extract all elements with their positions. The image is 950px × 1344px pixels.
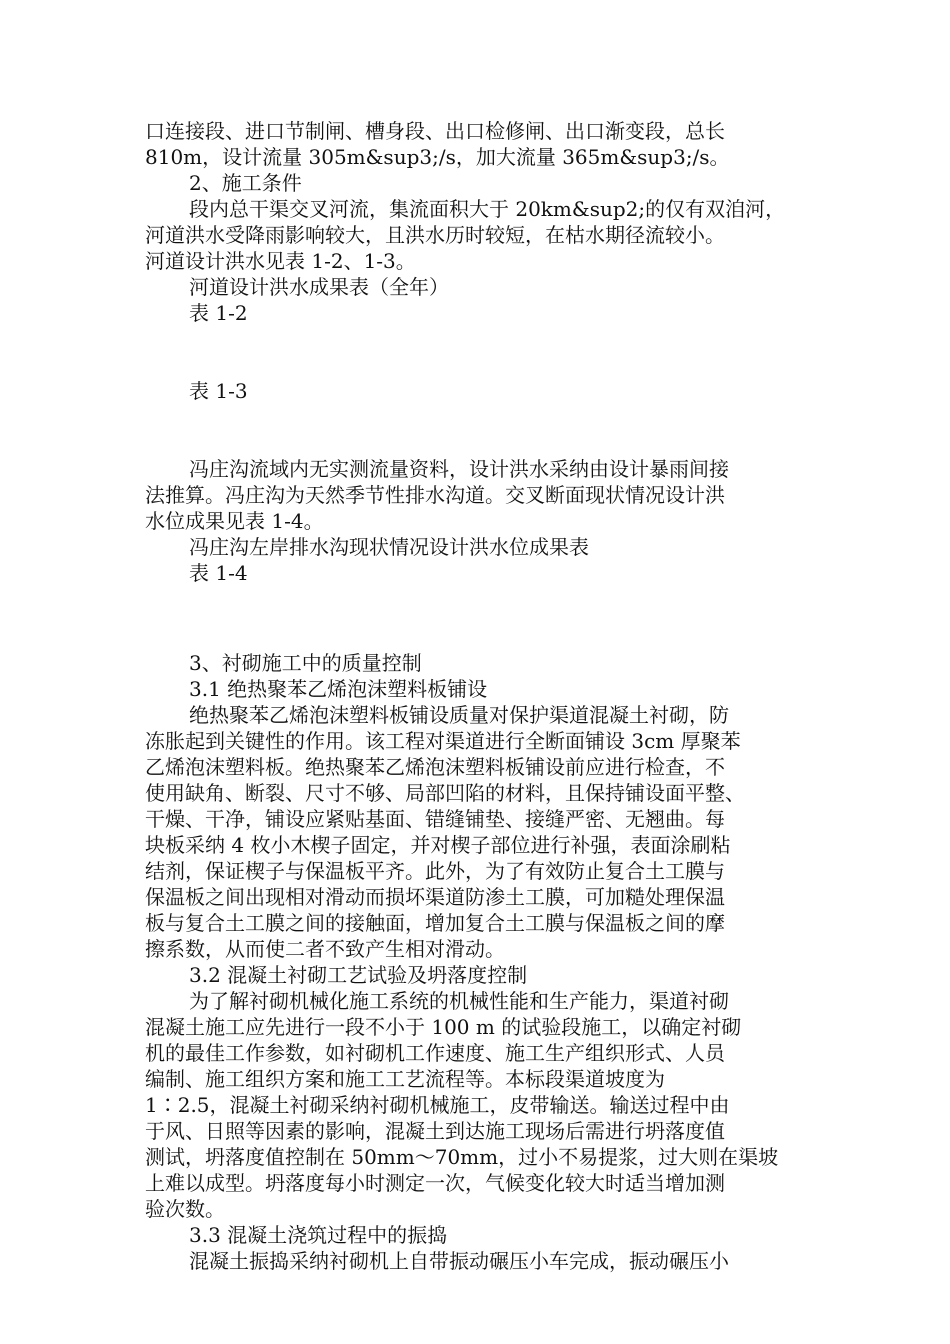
text-line: 板与复合土工膜之间的接触面，增加复合土工膜与保温板之间的摩	[145, 911, 725, 935]
text-line: 段内总干渠交叉河流，集流面积大于 20km&sup2;的仅有双洎河，	[189, 197, 786, 221]
section-heading: 3、衬砌施工中的质量控制	[189, 651, 422, 675]
table-placeholder	[145, 404, 815, 456]
table-label: 表 1-2	[189, 301, 248, 325]
text-line: 擦系数，从而使二者不致产生相对滑动。	[145, 937, 505, 961]
text-line: 验次数。	[145, 1197, 225, 1221]
table-title: 冯庄沟左岸排水沟现状情况设计洪水位成果表	[189, 535, 589, 559]
table-label: 表 1-3	[189, 379, 248, 403]
text-line: 冯庄沟流域内无实测流量资料，设计洪水采纳由设计暴雨间接	[189, 457, 729, 481]
text-line: 测试，坍落度值控制在 50mm～70mm，过小不易提浆，过大则在渠坡	[145, 1145, 779, 1169]
text-line: 河道设计洪水见表 1-2、1-3。	[145, 249, 416, 273]
subsection-heading: 3.1 绝热聚苯乙烯泡沫塑料板铺设	[189, 677, 488, 701]
text-line: 于风、日照等因素的影响，混凝土到达施工现场后需进行坍落度值	[145, 1119, 725, 1143]
document-body	[145, 118, 815, 1274]
text-line: 810m，设计流量 305m&sup3;/s，加大流量 365m&sup3;/s。	[145, 145, 730, 169]
subsection-heading: 3.2 混凝土衬砌工艺试验及坍落度控制	[189, 963, 528, 987]
text-line: 混凝土振捣采纳衬砌机上自带振动碾压小车完成，振动碾压小	[189, 1249, 729, 1273]
text-line: 机的最佳工作参数，如衬砌机工作速度、施工生产组织形式、人员	[145, 1041, 725, 1065]
text-line: 1∶2.5，混凝土衬砌采纳衬砌机械施工，皮带输送。输送过程中由	[145, 1093, 730, 1117]
text-line: 为了解衬砌机械化施工系统的机械性能和生产能力，渠道衬砌	[189, 989, 729, 1013]
table-title: 河道设计洪水成果表（全年）	[189, 275, 449, 299]
text-line: 上难以成型。坍落度每小时测定一次，气候变化较大时适当增加测	[145, 1171, 725, 1195]
text-line: 保温板之间出现相对滑动而损坏渠道防渗土工膜，可加糙处理保温	[145, 885, 725, 909]
text-line: 法推算。冯庄沟为天然季节性排水沟道。交叉断面现状情况设计洪	[145, 483, 725, 507]
text-line: 水位成果见表 1-4。	[145, 509, 324, 533]
text-line: 乙烯泡沫塑料板。绝热聚苯乙烯泡沫塑料板铺设前应进行检查，不	[145, 755, 725, 779]
table-placeholder	[145, 586, 815, 650]
text-line: 使用缺角、断裂、尺寸不够、局部凹陷的材料，且保持铺设面平整、	[145, 781, 745, 805]
text-line: 混凝土施工应先进行一段不小于 100 m 的试验段施工，以确定衬砌	[145, 1015, 742, 1039]
text-line: 冻胀起到关键性的作用。该工程对渠道进行全断面铺设 3cm 厚聚苯	[145, 729, 741, 753]
subsection-heading: 3.3 混凝土浇筑过程中的振捣	[189, 1223, 448, 1247]
table-placeholder	[145, 326, 815, 378]
text-line: 绝热聚苯乙烯泡沫塑料板铺设质量对保护渠道混凝土衬砌，防	[189, 703, 729, 727]
section-heading: 2、施工条件	[189, 171, 302, 195]
text-line: 编制、施工组织方案和施工工艺流程等。本标段渠道坡度为	[145, 1067, 665, 1091]
text-line: 河道洪水受降雨影响较大，且洪水历时较短，在枯水期径流较小。	[145, 223, 725, 247]
text-line: 块板采纳 4 枚小木楔子固定，并对楔子部位进行补强，表面涂刷粘	[145, 833, 731, 857]
table-label: 表 1-4	[189, 561, 248, 585]
text-line: 干燥、干净，铺设应紧贴基面、错缝铺垫、接缝严密、无翘曲。每	[145, 807, 725, 831]
text-line: 口连接段、进口节制闸、槽身段、出口检修闸、出口渐变段，总长	[145, 119, 725, 143]
text-line: 结剂，保证楔子与保温板平齐。此外，为了有效防止复合土工膜与	[145, 859, 725, 883]
